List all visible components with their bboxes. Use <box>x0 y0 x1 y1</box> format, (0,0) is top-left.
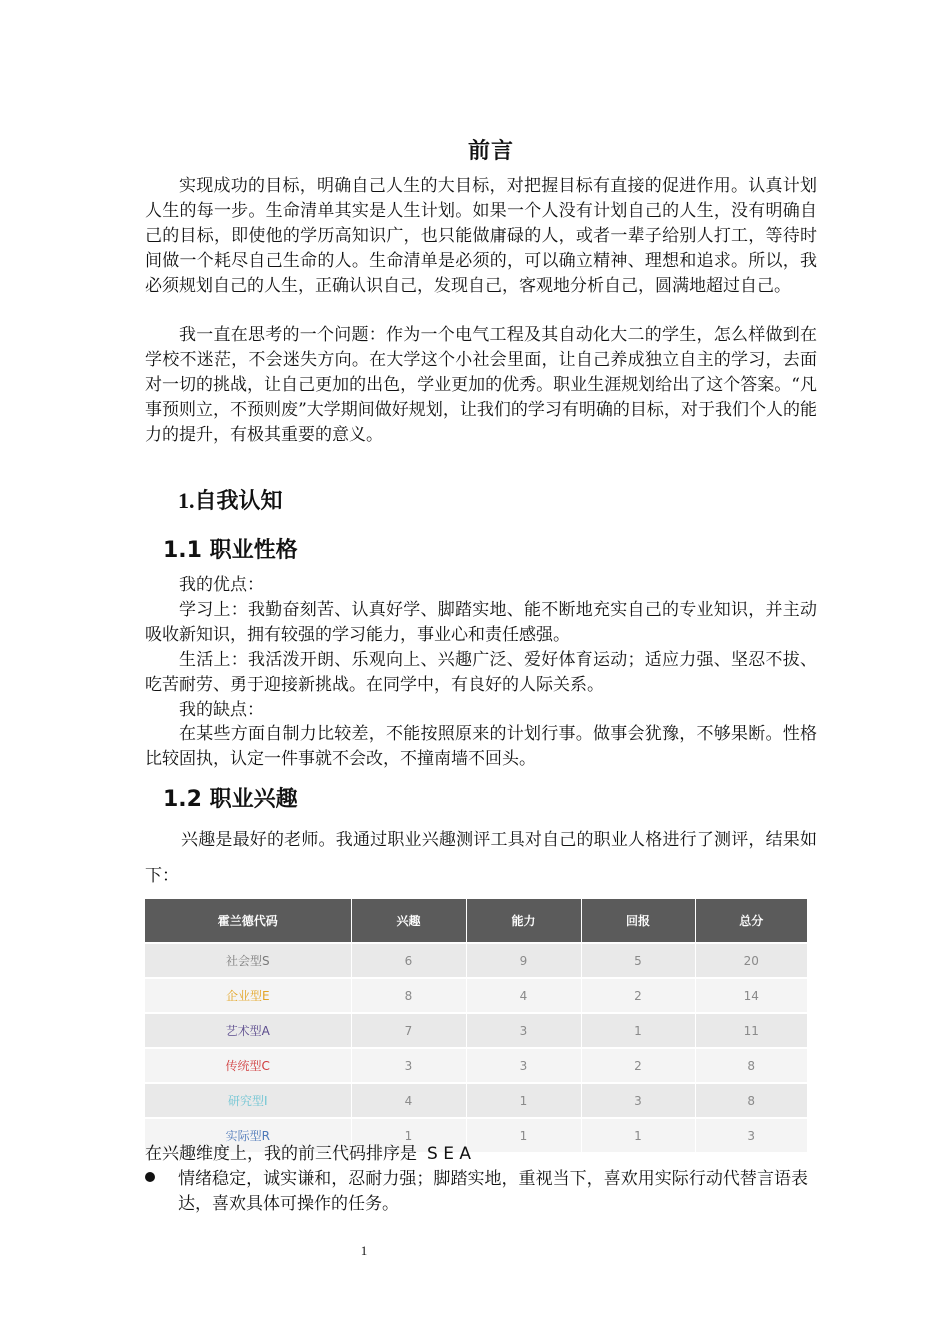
strengths-life: 生活上：我活泼开朗、乐观向上、兴趣广泛、爱好体育运动；适应力强、坚忍不拔、吃苦耐劳、勇于迎接新挑战。在同学中，有良好的人际关系。 <box>145 650 817 695</box>
row-ability: 9 <box>466 943 581 978</box>
table-row <box>145 1083 807 1118</box>
weakness-text: 在某些方面自制力比较差，不能按照原来的计划行事。做事会犹豫，不够果断。性格比较固执，认定一件事就不会改，不撞南墙不回头。 <box>145 724 817 769</box>
table-row <box>145 978 807 1013</box>
bullet-dot-icon <box>145 1172 155 1182</box>
row-interest: 4 <box>351 1083 466 1118</box>
row-type: 企业型E <box>145 978 351 1013</box>
summary-code: S E A <box>427 1144 471 1164</box>
row-reward: 2 <box>581 978 695 1013</box>
row-type: 传统型C <box>145 1048 351 1083</box>
row-ability: 3 <box>466 1013 581 1048</box>
subsection-heading-career-personality: 1.1 职业性格 <box>163 538 298 563</box>
preface-paragraph-1: 实现成功的目标，明确自己人生的大目标，对把握目标有直接的促进作用。认真计划人生的每一步。生命清单其实是人生计划。如果一个人没有计划自己的人生，没有明确自己的目标，即使他的学历高知识广，也只能做庸碌的人，或者一辈子给别人打工，等待时间做一个耗尽自己生命的人。生命清单是必须的，可以确立精神、理想和追求。所以，我必须规划自己的人生，正确认识自己，发现自己，客观地分析自己，圆满地超过自己。 <box>145 176 817 296</box>
row-interest: 3 <box>351 1048 466 1083</box>
header-total: 总分 <box>695 899 807 943</box>
row-ability: 1 <box>466 1118 581 1152</box>
header-holland-code: 霍兰德代码 <box>145 899 351 943</box>
row-type: 社会型S <box>145 943 351 978</box>
row-total: 8 <box>695 1083 807 1118</box>
header-ability: 能力 <box>466 899 581 943</box>
subsection-heading-career-interest: 1.2 职业兴趣 <box>163 787 298 812</box>
row-reward: 5 <box>581 943 695 978</box>
row-type: 实际型R <box>145 1118 351 1152</box>
row-type: 艺术型A <box>145 1013 351 1048</box>
interest-summary <box>145 1142 817 1167</box>
row-interest: 8 <box>351 978 466 1013</box>
row-total: 11 <box>695 1013 807 1048</box>
row-type: 研究型I <box>145 1083 351 1118</box>
header-reward: 回报 <box>581 899 695 943</box>
bullet-text: 情绪稳定，诚实谦和，忍耐力强；脚踏实地，重视当下，喜欢用实际行动代替言语表达，喜欢具体可操作的任务。 <box>178 1169 808 1214</box>
row-reward: 1 <box>581 1013 695 1048</box>
strengths-study: 学习上：我勤奋刻苦、认真好学、脚踏实地、能不断地充实自己的专业知识，并主动吸收新知识，拥有较强的学习能力，事业心和责任感强。 <box>145 600 817 645</box>
table-row <box>145 1048 807 1083</box>
section-heading-self-awareness: 1.自我认知 <box>178 488 283 513</box>
row-total: 14 <box>695 978 807 1013</box>
page-number: 1 <box>360 1243 368 1258</box>
table-row <box>145 943 807 978</box>
header-interest: 兴趣 <box>351 899 466 943</box>
strengths-label: 我的优点： <box>179 575 264 595</box>
interest-intro: 兴趣是最好的老师。我通过职业兴趣测评工具对自己的职业人格进行了测评，结果如下： <box>145 830 817 886</box>
row-ability: 1 <box>466 1083 581 1118</box>
summary-prefix: 在兴趣维度上，我的前三代码排序是 <box>145 1144 417 1164</box>
row-reward: 3 <box>581 1083 695 1118</box>
holland-code-table <box>145 899 807 1152</box>
row-total: 3 <box>695 1118 807 1152</box>
weakness-label: 我的缺点： <box>179 700 264 720</box>
preface-paragraph-2: 我一直在思考的一个问题：作为一个电气工程及其自动化大二的学生，怎么样做到在学校不迷茫，不会迷失方向。在大学这个小社会里面，让自己养成独立自主的学习，去面对一切的挑战，让自己更加的出色，学业更加的优秀。职业生涯规划给出了这个答案。“凡事预则立，不预则废”大学期间做好规划，让我们的学习有明确的目标，对于我们个人的能力的提升，有极其重要的意义。 <box>145 325 817 445</box>
row-reward: 2 <box>581 1048 695 1083</box>
row-interest: 7 <box>351 1013 466 1048</box>
row-interest: 6 <box>351 943 466 978</box>
row-total: 8 <box>695 1048 807 1083</box>
row-ability: 3 <box>466 1048 581 1083</box>
row-reward: 1 <box>581 1118 695 1152</box>
page-title: 前言 <box>467 139 514 164</box>
table-row <box>145 1013 807 1048</box>
row-interest: 1 <box>351 1118 466 1152</box>
table-header-row <box>145 899 807 943</box>
row-ability: 4 <box>466 978 581 1013</box>
row-total: 20 <box>695 943 807 978</box>
